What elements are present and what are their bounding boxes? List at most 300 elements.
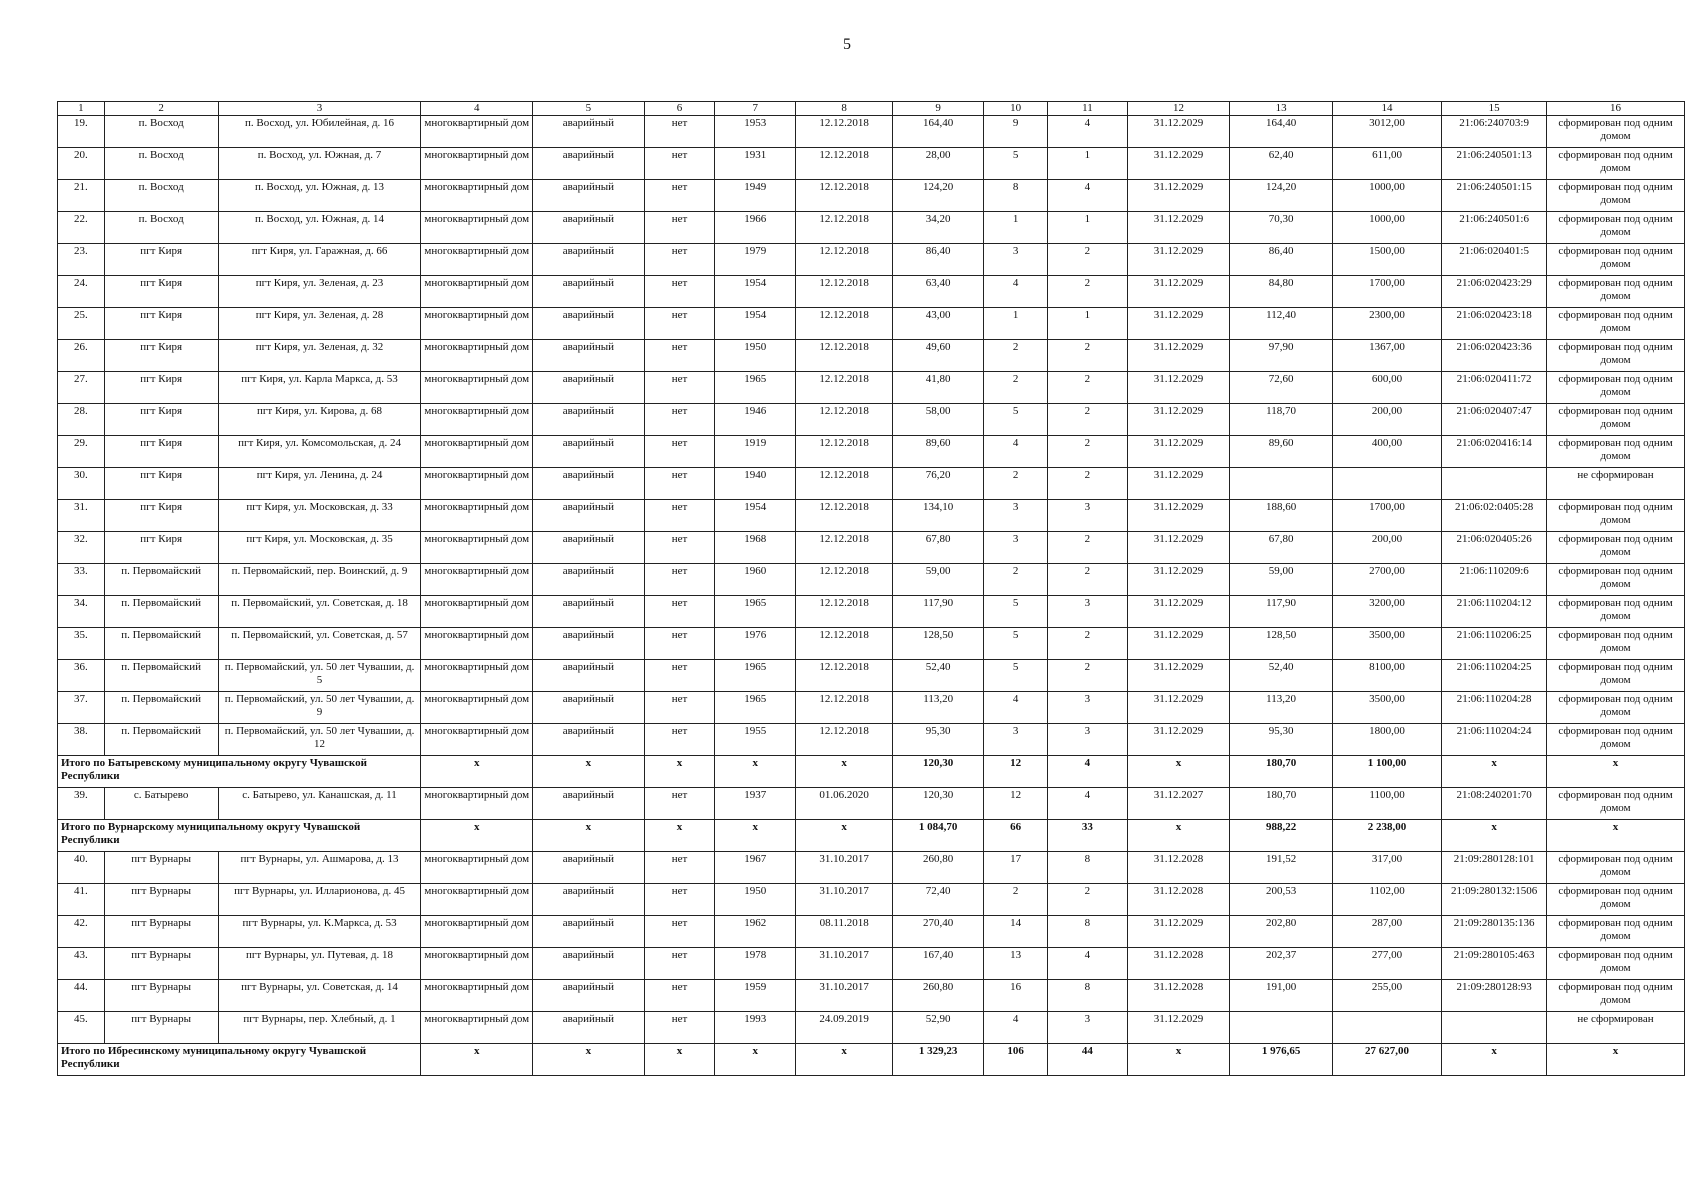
table-cell: 32.	[58, 532, 105, 564]
table-cell: 3200,00	[1332, 596, 1441, 628]
table-cell: 1965	[715, 372, 796, 404]
table-cell: 22.	[58, 212, 105, 244]
table-cell: 270,40	[893, 916, 984, 948]
table-cell: 112,40	[1230, 308, 1333, 340]
table-row	[58, 948, 1685, 980]
table-cell: аварийный	[533, 308, 645, 340]
table-cell: пгт Вурнары	[104, 884, 218, 916]
table-cell: 164,40	[1230, 116, 1333, 148]
table-cell: 52,40	[893, 660, 984, 692]
column-number-cell: 7	[715, 102, 796, 116]
table-cell: 31.12.2029	[1127, 372, 1230, 404]
subtotal-cell: 120,30	[893, 756, 984, 788]
table-cell: 21:06:110204:24	[1442, 724, 1547, 756]
table-cell	[1442, 1012, 1547, 1044]
table-cell: сформирован под одним домом	[1547, 212, 1685, 244]
table-cell: пгт Киря	[104, 436, 218, 468]
table-cell: 2	[1048, 436, 1128, 468]
table-cell: 20.	[58, 148, 105, 180]
table-cell: 67,80	[1230, 532, 1333, 564]
column-number-cell: 10	[984, 102, 1048, 116]
table-cell: пгт Вурнары	[104, 1012, 218, 1044]
table-cell: 1965	[715, 660, 796, 692]
subtotal-cell: 33	[1048, 820, 1128, 852]
subtotal-cell: 1 329,23	[893, 1044, 984, 1076]
table-cell: пгт Вурнары	[104, 852, 218, 884]
subtotal-cell: x	[533, 756, 645, 788]
table-cell: 2	[1048, 884, 1128, 916]
table-cell: 180,70	[1230, 788, 1333, 820]
table-cell: 12.12.2018	[796, 308, 893, 340]
table-cell: многоквартирный дом	[421, 468, 533, 500]
subtotal-cell: x	[421, 756, 533, 788]
table-cell: 31.10.2017	[796, 948, 893, 980]
table-cell: 34,20	[893, 212, 984, 244]
table-cell: 3	[1048, 1012, 1128, 1044]
subtotal-row	[58, 756, 1685, 788]
table-cell: сформирован под одним домом	[1547, 564, 1685, 596]
table-cell: пгт Вурнары, ул. Путевая, д. 18	[218, 948, 421, 980]
subtotal-cell: x	[1127, 1044, 1230, 1076]
table-cell: п. Восход, ул. Южная, д. 13	[218, 180, 421, 212]
table-row	[58, 180, 1685, 212]
table-cell: пгт Киря, ул. Зеленая, д. 23	[218, 276, 421, 308]
table-cell: 58,00	[893, 404, 984, 436]
table-cell: 31.12.2029	[1127, 404, 1230, 436]
table-cell: 31.12.2029	[1127, 116, 1230, 148]
table-cell: нет	[644, 212, 715, 244]
table-cell: пгт Киря, ул. Московская, д. 33	[218, 500, 421, 532]
table-cell: нет	[644, 532, 715, 564]
table-cell: нет	[644, 180, 715, 212]
table-cell: аварийный	[533, 628, 645, 660]
table-cell: п. Восход	[104, 116, 218, 148]
table-cell: сформирован под одним домом	[1547, 724, 1685, 756]
table-cell: 31.12.2029	[1127, 916, 1230, 948]
subtotal-cell: x	[1442, 820, 1547, 852]
table-cell: 16	[984, 980, 1048, 1012]
table-cell: 63,40	[893, 276, 984, 308]
column-number-cell: 4	[421, 102, 533, 116]
table-cell: 41.	[58, 884, 105, 916]
table-cell: сформирован под одним домом	[1547, 532, 1685, 564]
table-cell: 21:06:110209:6	[1442, 564, 1547, 596]
table-cell: 27.	[58, 372, 105, 404]
subtotal-cell: x	[715, 820, 796, 852]
table-cell: 31.12.2029	[1127, 468, 1230, 500]
table-cell: 13	[984, 948, 1048, 980]
table-cell: 113,20	[893, 692, 984, 724]
table-cell: 200,53	[1230, 884, 1333, 916]
table-cell: 21:06:240703:9	[1442, 116, 1547, 148]
table-cell: 317,00	[1332, 852, 1441, 884]
table-cell: 9	[984, 116, 1048, 148]
subtotal-cell: 180,70	[1230, 756, 1333, 788]
table-cell: 1000,00	[1332, 212, 1441, 244]
table-cell: 97,90	[1230, 340, 1333, 372]
subtotal-cell: x	[1442, 756, 1547, 788]
table-cell: 31.10.2017	[796, 980, 893, 1012]
table-cell: аварийный	[533, 116, 645, 148]
table-cell: сформирован под одним домом	[1547, 148, 1685, 180]
table-cell: 2	[1048, 628, 1128, 660]
table-cell: сформирован под одним домом	[1547, 308, 1685, 340]
table-cell: 8	[1048, 980, 1128, 1012]
table-cell: 255,00	[1332, 980, 1441, 1012]
table-cell: 31.12.2029	[1127, 724, 1230, 756]
table-cell: 5	[984, 148, 1048, 180]
column-number-cell: 15	[1442, 102, 1547, 116]
table-cell: 31.12.2029	[1127, 1012, 1230, 1044]
table-cell: аварийный	[533, 532, 645, 564]
table-cell: пгт Киря, ул. Зеленая, д. 28	[218, 308, 421, 340]
table-cell: 1367,00	[1332, 340, 1441, 372]
table-cell: нет	[644, 788, 715, 820]
table-row	[58, 340, 1685, 372]
subtotal-row	[58, 1044, 1685, 1076]
table-row	[58, 148, 1685, 180]
table-cell: 5	[984, 628, 1048, 660]
table-cell: сформирован под одним домом	[1547, 372, 1685, 404]
table-cell: пгт Киря	[104, 372, 218, 404]
table-cell: 12.12.2018	[796, 244, 893, 276]
table-cell: 2	[984, 468, 1048, 500]
subtotal-cell: 4	[1048, 756, 1128, 788]
table-cell: аварийный	[533, 692, 645, 724]
table-row	[58, 564, 1685, 596]
table-cell: п. Восход	[104, 212, 218, 244]
subtotal-cell: 988,22	[1230, 820, 1333, 852]
table-cell: 1800,00	[1332, 724, 1441, 756]
table-row	[58, 916, 1685, 948]
table-cell: 124,20	[893, 180, 984, 212]
table-cell: нет	[644, 916, 715, 948]
table-cell: нет	[644, 884, 715, 916]
table-cell: 21:06:020416:14	[1442, 436, 1547, 468]
table-cell: нет	[644, 308, 715, 340]
subtotal-cell: x	[644, 756, 715, 788]
table-cell: п. Первомайский	[104, 564, 218, 596]
table-row	[58, 852, 1685, 884]
subtotal-cell: x	[421, 1044, 533, 1076]
table-cell: 260,80	[893, 980, 984, 1012]
table-cell: 24.	[58, 276, 105, 308]
table-cell: 188,60	[1230, 500, 1333, 532]
table-cell: 70,30	[1230, 212, 1333, 244]
subtotal-cell: 106	[984, 1044, 1048, 1076]
table-cell: многоквартирный дом	[421, 980, 533, 1012]
table-cell: аварийный	[533, 468, 645, 500]
table-cell: п. Первомайский	[104, 692, 218, 724]
table-cell: 31.12.2029	[1127, 628, 1230, 660]
subtotal-cell: 44	[1048, 1044, 1128, 1076]
table-cell: сформирован под одним домом	[1547, 660, 1685, 692]
table-cell: 1954	[715, 500, 796, 532]
table-cell: 19.	[58, 116, 105, 148]
table-cell: 611,00	[1332, 148, 1441, 180]
column-number-cell: 2	[104, 102, 218, 116]
table-cell: пгт Киря, ул. Ленина, д. 24	[218, 468, 421, 500]
table-cell: пгт Киря	[104, 308, 218, 340]
table-cell: многоквартирный дом	[421, 628, 533, 660]
table-cell: 31.12.2029	[1127, 692, 1230, 724]
table-cell: 76,20	[893, 468, 984, 500]
table-cell: 21:09:280128:93	[1442, 980, 1547, 1012]
table-cell: сформирован под одним домом	[1547, 692, 1685, 724]
table-cell: 1950	[715, 340, 796, 372]
table-cell: 1931	[715, 148, 796, 180]
subtotal-cell: x	[1547, 756, 1685, 788]
table-cell: п. Первомайский, ул. Советская, д. 18	[218, 596, 421, 628]
table-cell: пгт Киря, ул. Кирова, д. 68	[218, 404, 421, 436]
table-cell: 191,52	[1230, 852, 1333, 884]
table-cell: нет	[644, 692, 715, 724]
table-cell: аварийный	[533, 404, 645, 436]
table-cell: п. Восход	[104, 180, 218, 212]
table-cell: пгт Вурнары, пер. Хлебный, д. 1	[218, 1012, 421, 1044]
table-cell: аварийный	[533, 852, 645, 884]
table-cell: 31.12.2028	[1127, 980, 1230, 1012]
column-number-cell: 5	[533, 102, 645, 116]
table-cell: многоквартирный дом	[421, 692, 533, 724]
table-cell: 31.12.2029	[1127, 148, 1230, 180]
subtotal-cell: x	[1127, 756, 1230, 788]
table-cell: 31.12.2029	[1127, 276, 1230, 308]
table-cell: сформирован под одним домом	[1547, 884, 1685, 916]
table-cell: 95,30	[1230, 724, 1333, 756]
table-cell: 3500,00	[1332, 692, 1441, 724]
table-cell: с. Батырево, ул. Канашская, д. 11	[218, 788, 421, 820]
table-cell: пгт Вурнары, ул. Ашмарова, д. 13	[218, 852, 421, 884]
table-cell: 120,30	[893, 788, 984, 820]
table-cell: 23.	[58, 244, 105, 276]
table-cell: 31.10.2017	[796, 884, 893, 916]
table-cell: 2	[1048, 468, 1128, 500]
table-cell: 277,00	[1332, 948, 1441, 980]
table-cell: нет	[644, 116, 715, 148]
table-cell: сформирован под одним домом	[1547, 404, 1685, 436]
table-cell: 3	[984, 500, 1048, 532]
table-cell: п. Первомайский, ул. Советская, д. 57	[218, 628, 421, 660]
table-cell: многоквартирный дом	[421, 244, 533, 276]
table-cell: аварийный	[533, 372, 645, 404]
table-cell: 21:06:020405:26	[1442, 532, 1547, 564]
table-cell: 1100,00	[1332, 788, 1441, 820]
table-cell: 8	[1048, 916, 1128, 948]
table-row	[58, 1012, 1685, 1044]
table-cell: сформирован под одним домом	[1547, 276, 1685, 308]
table-cell: сформирован под одним домом	[1547, 628, 1685, 660]
table-cell: 21:06:020423:29	[1442, 276, 1547, 308]
column-number-cell: 12	[1127, 102, 1230, 116]
table-cell: 2	[1048, 276, 1128, 308]
table-row	[58, 244, 1685, 276]
table-cell: аварийный	[533, 340, 645, 372]
table-cell: 600,00	[1332, 372, 1441, 404]
table-cell: 2	[1048, 340, 1128, 372]
table-cell: 33.	[58, 564, 105, 596]
table-cell: с. Батырево	[104, 788, 218, 820]
housing-register-table	[57, 101, 1685, 1076]
table-cell: 12.12.2018	[796, 116, 893, 148]
table-cell: многоквартирный дом	[421, 436, 533, 468]
table-cell: многоквартирный дом	[421, 916, 533, 948]
table-cell: 12.12.2018	[796, 628, 893, 660]
table-cell: многоквартирный дом	[421, 564, 533, 596]
subtotal-cell: 2 238,00	[1332, 820, 1441, 852]
table-cell: 67,80	[893, 532, 984, 564]
table-cell: нет	[644, 660, 715, 692]
subtotal-cell: x	[1442, 1044, 1547, 1076]
table-cell: 1700,00	[1332, 500, 1441, 532]
table-cell: сформирован под одним домом	[1547, 916, 1685, 948]
table-cell: 1960	[715, 564, 796, 596]
table-cell: 12	[984, 788, 1048, 820]
table-cell: 31.12.2028	[1127, 852, 1230, 884]
table-cell: пгт Киря	[104, 532, 218, 564]
table-cell: сформирован под одним домом	[1547, 596, 1685, 628]
table-row	[58, 532, 1685, 564]
table-cell: 1965	[715, 596, 796, 628]
subtotal-row	[58, 820, 1685, 852]
table-cell: пгт Киря, ул. Карла Маркса, д. 53	[218, 372, 421, 404]
table-cell: аварийный	[533, 948, 645, 980]
table-cell: 12.12.2018	[796, 692, 893, 724]
table-cell	[1332, 468, 1441, 500]
table-cell: многоквартирный дом	[421, 404, 533, 436]
subtotal-cell: x	[644, 820, 715, 852]
table-cell: 35.	[58, 628, 105, 660]
table-cell: 1979	[715, 244, 796, 276]
table-cell: 21:06:020423:36	[1442, 340, 1547, 372]
table-cell: 59,00	[893, 564, 984, 596]
table-cell: 21:06:110206:25	[1442, 628, 1547, 660]
table-cell: 84,80	[1230, 276, 1333, 308]
table-cell: 2700,00	[1332, 564, 1441, 596]
table-cell: 1955	[715, 724, 796, 756]
table-cell: нет	[644, 404, 715, 436]
table-cell: нет	[644, 596, 715, 628]
table-cell: нет	[644, 948, 715, 980]
table-cell: пгт Киря	[104, 340, 218, 372]
table-cell: 202,37	[1230, 948, 1333, 980]
table-cell: 14	[984, 916, 1048, 948]
table-cell: п. Восход, ул. Южная, д. 14	[218, 212, 421, 244]
table-row	[58, 724, 1685, 756]
subtotal-cell: x	[421, 820, 533, 852]
subtotal-cell: 1 100,00	[1332, 756, 1441, 788]
table-cell: многоквартирный дом	[421, 1012, 533, 1044]
table-cell: 3	[1048, 724, 1128, 756]
table-cell: нет	[644, 852, 715, 884]
table-cell: 5	[984, 660, 1048, 692]
subtotal-cell: x	[1547, 820, 1685, 852]
table-cell: 31.12.2029	[1127, 212, 1230, 244]
table-cell: 43,00	[893, 308, 984, 340]
table-cell: нет	[644, 436, 715, 468]
table-cell: многоквартирный дом	[421, 596, 533, 628]
table-row	[58, 212, 1685, 244]
table-cell: 200,00	[1332, 532, 1441, 564]
table-row	[58, 404, 1685, 436]
table-cell: многоквартирный дом	[421, 532, 533, 564]
table-cell: 4	[1048, 948, 1128, 980]
page-number: 5	[843, 36, 851, 53]
table-cell: 21:06:020411:72	[1442, 372, 1547, 404]
table-cell: 8	[984, 180, 1048, 212]
table-cell: 4	[984, 276, 1048, 308]
table-cell: многоквартирный дом	[421, 724, 533, 756]
table-cell: многоквартирный дом	[421, 500, 533, 532]
table-cell: п. Первомайский	[104, 724, 218, 756]
table-cell: 31.10.2017	[796, 852, 893, 884]
table-cell: 12.12.2018	[796, 724, 893, 756]
subtotal-cell: 12	[984, 756, 1048, 788]
column-number-cell: 9	[893, 102, 984, 116]
table-cell: аварийный	[533, 564, 645, 596]
table-cell: нет	[644, 340, 715, 372]
table-cell: 25.	[58, 308, 105, 340]
table-cell: сформирован под одним домом	[1547, 500, 1685, 532]
table-cell: 1946	[715, 404, 796, 436]
table-cell: пгт Вурнары	[104, 948, 218, 980]
table-cell: 8	[1048, 852, 1128, 884]
table-cell: нет	[644, 724, 715, 756]
table-cell: 31.12.2029	[1127, 596, 1230, 628]
table-cell: 31.12.2027	[1127, 788, 1230, 820]
table-cell: 1949	[715, 180, 796, 212]
table-cell: 01.06.2020	[796, 788, 893, 820]
table-cell: 164,40	[893, 116, 984, 148]
column-number-cell: 16	[1547, 102, 1685, 116]
table-cell: сформирован под одним домом	[1547, 340, 1685, 372]
table-cell: 28,00	[893, 148, 984, 180]
table-cell: 12.12.2018	[796, 500, 893, 532]
table-cell: пгт Киря	[104, 276, 218, 308]
table-cell: 1700,00	[1332, 276, 1441, 308]
table-row	[58, 788, 1685, 820]
table-cell: 1962	[715, 916, 796, 948]
table-cell: сформирован под одним домом	[1547, 436, 1685, 468]
table-cell: 26.	[58, 340, 105, 372]
table-cell: 2	[1048, 564, 1128, 596]
table-cell: аварийный	[533, 500, 645, 532]
table-cell: 2	[1048, 404, 1128, 436]
table-cell: пгт Вурнары	[104, 916, 218, 948]
table-cell: 31.12.2029	[1127, 308, 1230, 340]
table-cell: 21:09:280128:101	[1442, 852, 1547, 884]
table-cell: сформирован под одним домом	[1547, 980, 1685, 1012]
table-cell: 31.	[58, 500, 105, 532]
table-cell: п. Восход, ул. Юбилейная, д. 16	[218, 116, 421, 148]
table-cell: 42.	[58, 916, 105, 948]
table-cell: 8100,00	[1332, 660, 1441, 692]
table-cell: многоквартирный дом	[421, 788, 533, 820]
table-row	[58, 468, 1685, 500]
table-cell: не сформирован	[1547, 468, 1685, 500]
table-row	[58, 596, 1685, 628]
table-cell: 1	[1048, 148, 1128, 180]
table-cell: 24.09.2019	[796, 1012, 893, 1044]
table-cell: 41,80	[893, 372, 984, 404]
table-cell: 1	[984, 308, 1048, 340]
table-cell: 86,40	[1230, 244, 1333, 276]
table-cell: 124,20	[1230, 180, 1333, 212]
table-cell: 39.	[58, 788, 105, 820]
column-number-cell: 8	[796, 102, 893, 116]
table-cell: 31.12.2029	[1127, 340, 1230, 372]
table-row	[58, 436, 1685, 468]
